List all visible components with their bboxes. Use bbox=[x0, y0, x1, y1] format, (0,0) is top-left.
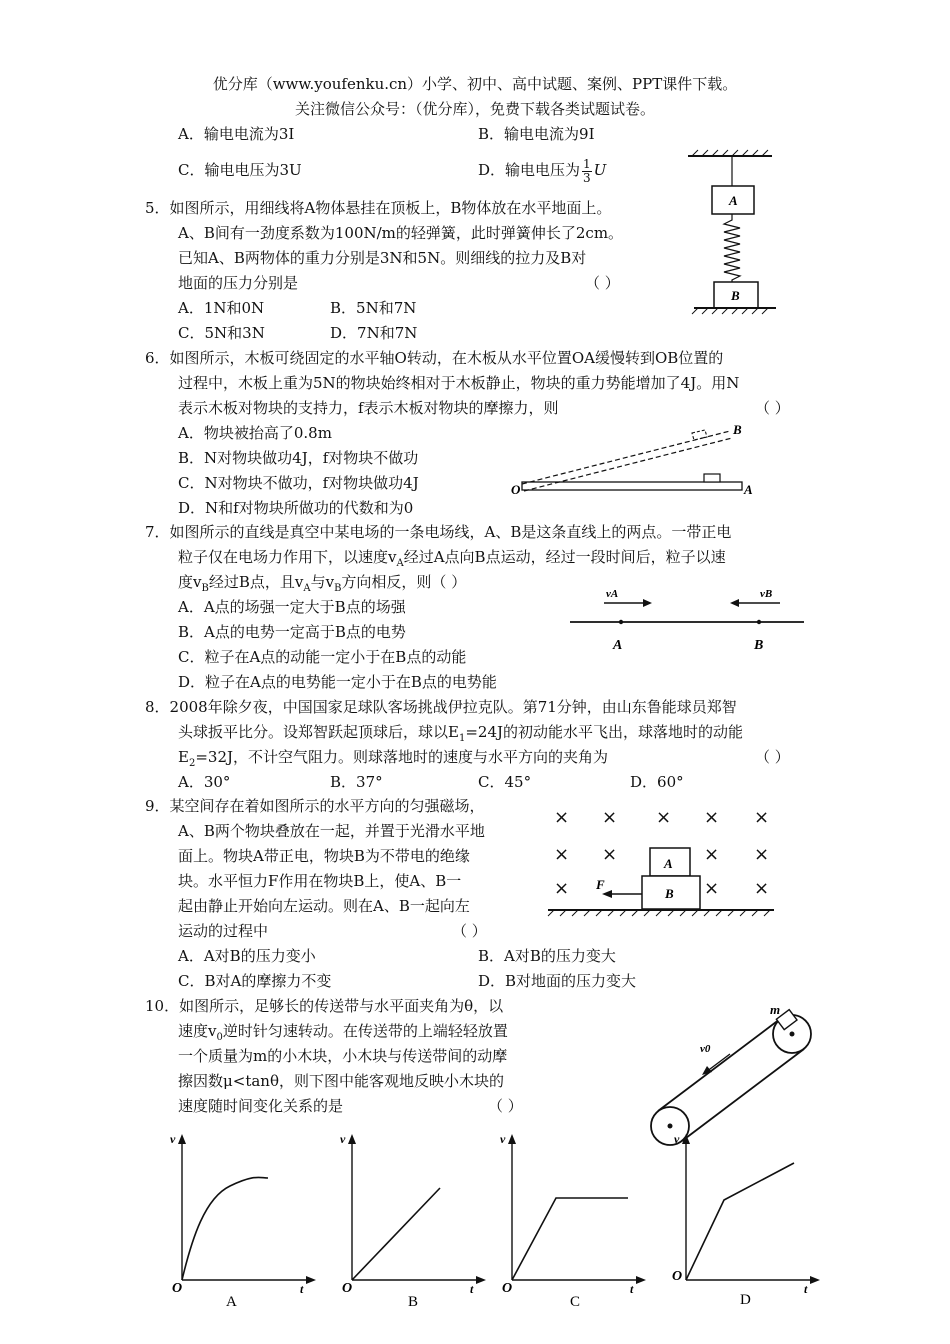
q4-option-b: B．输电电流为9I bbox=[478, 125, 595, 143]
line-d bbox=[686, 1163, 794, 1280]
q9-line-1: 9．某空间存在着如图所示的水平方向的匀强磁场， bbox=[145, 797, 485, 815]
q6-option-c: C．N对物块不做功，f对物块做功4J bbox=[178, 474, 419, 492]
q6-option-b: B．N对物块做功4J，f对物块不做功 bbox=[178, 449, 419, 467]
q9-option-d: D．B对地面的压力变大 bbox=[478, 972, 637, 990]
q7-option-d: D．粒子在A点的电势能一定小于在B点的电势能 bbox=[178, 673, 497, 691]
label-va: vA bbox=[606, 588, 619, 600]
q5-spring-figure bbox=[680, 148, 780, 316]
graph-c bbox=[490, 1128, 650, 1308]
q4-option-d: D．输电电压为 $\frac{1}{3}$ U bbox=[478, 156, 607, 185]
curve-a bbox=[182, 1177, 268, 1280]
q8-option-d: D．60° bbox=[630, 773, 684, 791]
axis-v-label: v bbox=[674, 1132, 680, 1146]
q5-answer-paren: （ ） bbox=[585, 274, 620, 292]
axis-t-label: t bbox=[300, 1282, 304, 1296]
label-vb: vB bbox=[760, 588, 773, 600]
svg-text:×: × bbox=[554, 807, 570, 828]
q5-line-2: A、B间有一劲度系数为100N/m的轻弹簧，此时弹簧伸长了2cm。 bbox=[178, 224, 624, 242]
q7-option-b: B．A点的电势一定高于B点的电势 bbox=[178, 623, 406, 641]
q6-option-d: D．N和f对物块所做功的代数和为0 bbox=[178, 499, 414, 517]
block-a-label: A bbox=[664, 856, 673, 871]
axis-t-label: t bbox=[804, 1282, 808, 1296]
origin-label: O bbox=[672, 1269, 683, 1284]
q10-line-4: 擦因数μ<tanθ，则下图中能客观地反映小木块的 bbox=[178, 1072, 504, 1090]
axis-t-label: t bbox=[470, 1282, 474, 1296]
graph-b-label: B bbox=[408, 1294, 419, 1310]
graph-b bbox=[330, 1128, 490, 1308]
header-line-2: 关注微信公众号：（优分库），免费下载各类试题试卷。 bbox=[294, 100, 655, 118]
q8-option-c: C．45° bbox=[478, 773, 532, 791]
v0-label: v0 bbox=[700, 1043, 711, 1055]
q9-option-a: A．A对B的压力变小 bbox=[178, 947, 316, 965]
origin-label: O bbox=[502, 1281, 513, 1296]
q9-line-5: 起由静止开始向左运动。则在A、B一起向左 bbox=[178, 897, 470, 915]
svg-text:×: × bbox=[554, 878, 570, 899]
q10-line-5: 速度随时间变化关系的是 bbox=[178, 1097, 344, 1115]
graph-a-label: A bbox=[226, 1294, 237, 1310]
svg-text:×: × bbox=[602, 807, 618, 828]
axis-v-label: v bbox=[170, 1132, 176, 1146]
q10-line-3: 一个质量为m的小木块，小木块与传送带间的动摩 bbox=[178, 1047, 508, 1065]
svg-text:×: × bbox=[704, 807, 720, 828]
force-label: F bbox=[596, 877, 605, 892]
q7-field-line-figure bbox=[568, 583, 808, 655]
spring bbox=[724, 214, 740, 282]
q9-line-2: A、B两个物块叠放在一起，并置于光滑水平地 bbox=[178, 822, 485, 840]
q10-line-2: 速度$v_0$逆时针匀速转动。在传送带的上端轻轻放置 bbox=[178, 1022, 508, 1043]
q8-line-3: $E_2=32J$，不计空气阻力。则球落地时的速度与水平方向的夹角为 bbox=[178, 748, 608, 769]
header-line-1: 优分库（www.youfenku.cn）小学、初中、高中试题、案例、PPT课件下载。 bbox=[212, 75, 738, 93]
q4-option-a: A．输电电流为3I bbox=[178, 125, 295, 143]
board-oa bbox=[522, 482, 742, 490]
q7-line-2: 粒子仅在电场力作用下，以速度$v_A$经过A点向B点运动，经过一段时间后，粒子以速 bbox=[178, 548, 726, 569]
q8-answer-paren: （ ） bbox=[755, 748, 790, 766]
q8-line-1: 8．2008年除夕夜，中国国家足球队客场挑战伊拉克队。第71分钟，由山东鲁能球员郑智 bbox=[145, 698, 737, 716]
point-a-label: A bbox=[613, 638, 623, 653]
svg-text:×: × bbox=[704, 878, 720, 899]
fraction: $\frac{1}{3}$ bbox=[583, 156, 591, 185]
svg-text:×: × bbox=[754, 807, 770, 828]
q10-line-1: 10．如图所示，足够长的传送带与水平面夹角为θ，以 bbox=[145, 997, 504, 1015]
graph-a bbox=[160, 1128, 320, 1308]
block-raised bbox=[692, 430, 707, 440]
label-a: A bbox=[744, 482, 753, 497]
line-c bbox=[512, 1198, 628, 1280]
q10-conveyor-figure bbox=[640, 1000, 820, 1134]
graph-d-label: D bbox=[740, 1292, 751, 1308]
graph-c-label: C bbox=[570, 1294, 581, 1310]
block-a-label: A bbox=[729, 193, 738, 208]
q5-option-b: B．5N和7N bbox=[330, 299, 417, 317]
block-on-board bbox=[704, 474, 720, 482]
arrow-va bbox=[643, 599, 652, 607]
svg-text:×: × bbox=[754, 844, 770, 865]
axis-v-label: v bbox=[500, 1132, 506, 1146]
mass-label: m bbox=[770, 1002, 781, 1017]
q8-option-b: B．37° bbox=[330, 773, 383, 791]
q5-option-a: A．1N和0N bbox=[178, 299, 265, 317]
q9-magnetic-field-figure bbox=[546, 800, 778, 922]
arrow-vb bbox=[730, 599, 739, 607]
q6-line-1: 6．如图所示，木板可绕固定的水平轴O转动，在木板从水平位置OA缓慢转到OB位置的 bbox=[145, 349, 724, 367]
q7-option-c: C．粒子在A点的动能一定小于在B点的动能 bbox=[178, 648, 467, 666]
q7-line-3: 度$v_B$经过B点，且$v_A$与$v_B$方向相反，则（ ） bbox=[178, 573, 467, 594]
q7-option-a: A．A点的场强一定大于B点的场强 bbox=[178, 598, 406, 616]
q5-line-4: 地面的压力分别是 bbox=[178, 274, 299, 292]
q6-line-3: 表示木板对物块的支持力，f表示木板对物块的摩擦力，则 bbox=[178, 399, 559, 417]
q6-line-2: 过程中，木板上重为5N的物块始终相对于木板静止，物块的重力势能增加了4J。用N bbox=[178, 374, 740, 392]
q5-option-c: C．5N和3N bbox=[178, 324, 265, 342]
q9-option-b: B．A对B的压力变大 bbox=[478, 947, 616, 965]
q8-line-2: 头球扳平比分。设郑智跃起顶球后，球以$E_1=24J$的初动能水平飞出，球落地时的动能 bbox=[178, 723, 743, 744]
q9-answer-paren: （ ） bbox=[452, 922, 487, 940]
svg-text:×: × bbox=[554, 844, 570, 865]
line-b bbox=[352, 1188, 440, 1280]
q9-line-3: 面上。物块A带正电，物块B为不带电的绝缘 bbox=[178, 847, 470, 865]
block-b-label: B bbox=[731, 288, 740, 303]
origin-label: O bbox=[342, 1281, 353, 1296]
q9-line-6: 运动的过程中 bbox=[178, 922, 269, 940]
label-o: O bbox=[511, 482, 521, 497]
q8-option-a: A．30° bbox=[178, 773, 231, 791]
block-b-label: B bbox=[665, 886, 674, 901]
svg-text:×: × bbox=[602, 844, 618, 865]
q9-line-4: 块。水平恒力F作用在物块B上，使A、B一 bbox=[178, 872, 462, 890]
svg-text:×: × bbox=[704, 844, 720, 865]
q6-option-a: A．物块被抬高了0.8m bbox=[178, 424, 332, 442]
q5-option-d: D．7N和7N bbox=[330, 324, 418, 342]
q4-option-c: C．输电电压为3U bbox=[178, 161, 302, 179]
q5-line-1: 5．如图所示，用细线将A物体悬挂在顶板上，B物体放在水平地面上。 bbox=[145, 199, 612, 217]
q7-line-1: 7．如图所示的直线是真空中某电场的一条电场线，A、B是这条直线上的两点。一带正电 bbox=[145, 523, 732, 541]
q6-answer-paren: （ ） bbox=[755, 399, 790, 417]
belt-top bbox=[658, 1019, 780, 1111]
label-b: B bbox=[733, 422, 742, 437]
svg-text:×: × bbox=[754, 878, 770, 899]
q9-option-c: C．B对A的摩擦力不变 bbox=[178, 972, 332, 990]
point-b-label: B bbox=[754, 638, 764, 653]
graph-d bbox=[664, 1128, 824, 1308]
q10-answer-paren: （ ） bbox=[488, 1097, 523, 1115]
axis-v-label: v bbox=[340, 1132, 346, 1146]
q5-line-3: 已知A、B两物体的重力分别是3N和5N。则细线的拉力及B对 bbox=[178, 249, 587, 267]
axis-t-label: t bbox=[630, 1282, 634, 1296]
origin-label: O bbox=[172, 1281, 183, 1296]
q6-board-figure bbox=[508, 418, 758, 500]
svg-text:×: × bbox=[656, 807, 672, 828]
